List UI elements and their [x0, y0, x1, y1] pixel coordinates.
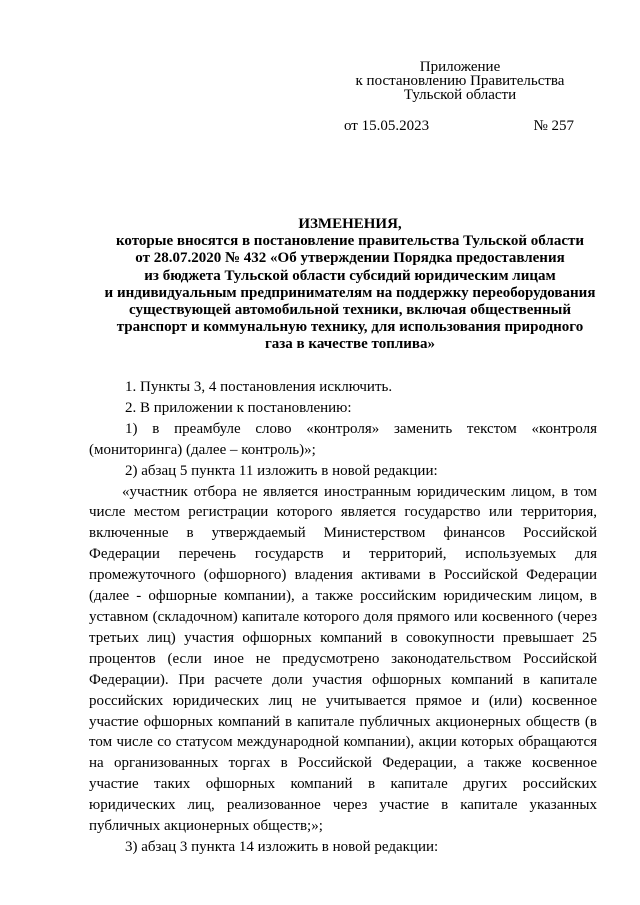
heading-line: транспорт и коммунальную технику, для использования природного	[116, 319, 584, 336]
heading-title: ИЗМЕНЕНИЯ,	[298, 216, 402, 232]
appendix-line-3: Тульской области	[403, 87, 517, 103]
appendix-line-1: Приложение	[419, 59, 501, 75]
paragraph-subitem-1: 1) в преамбуле слово «контроля» заменить текстом «контроля (мониторинга) (далее – контроль)»;	[89, 420, 597, 458]
paragraph-subitem-3: 3) абзац 3 пункта 14 изложить в новой редакции:	[125, 838, 439, 855]
quoted-new-wording: «участник отбора не является иностранным юридическим лицом, в том числе местом регистрации которого является государство или территория, включенные в утверждаемый Министерством финансов Российской Федерации перечень государств и территорий, используемых для промежуточного (офшорного) владения активами в Российской Федерации (далее - офшорные компании), а также российским юридическим лицом, в уставном (складочном) капитале которого доля прямого или косвенного (через третьих лиц) участия офшорных компаний в совокупности превышает 25 процентов (если иное не предусмотрено законодательством Российской Федерации). При расчете доли участия офшорных компаний в капитале российских юридических лиц не учитывается прямое и (или) косвенное участие офшорных компаний в капитале публичных акционерных обществ (в том числе со статусом международной компании), акции которых обращаются на организованных торгах в Российской Федерации, а также косвенное участие таких офшорных компаний в капитале других российских юридических лиц, реализованное через участие в капитале указанных публичных акционерных обществ;»;	[89, 483, 597, 835]
document-number: № 257	[533, 118, 574, 134]
heading-line: газа в качестве топлива»	[264, 336, 436, 353]
paragraph-item-2: 2. В приложении к постановлению:	[125, 399, 352, 416]
paragraph-subitem-2: 2) абзац 5 пункта 11 изложить в новой редакции:	[125, 462, 438, 479]
appendix-line-2: к постановлению Правительства	[355, 73, 565, 89]
heading-line: существующей автомобильной техники, включая общественный	[128, 302, 571, 319]
heading-line: из бюджета Тульской области субсидий юридическим лицам	[144, 267, 556, 284]
heading-line: и индивидуальным предпринимателям на поддержку переоборудования	[104, 284, 596, 301]
document-body	[89, 377, 597, 858]
heading-line: от 28.07.2020 № 432 «Об утверждении Порядка предоставления	[135, 250, 565, 267]
heading-line: которые вносятся в постановление правительства Тульской области	[115, 233, 585, 250]
paragraph-item-1: 1. Пункты 3, 4 постановления исключить.	[125, 379, 393, 395]
document-heading	[80, 216, 620, 354]
document-date: от 15.05.2023	[344, 118, 430, 134]
appendix-block	[330, 60, 590, 102]
